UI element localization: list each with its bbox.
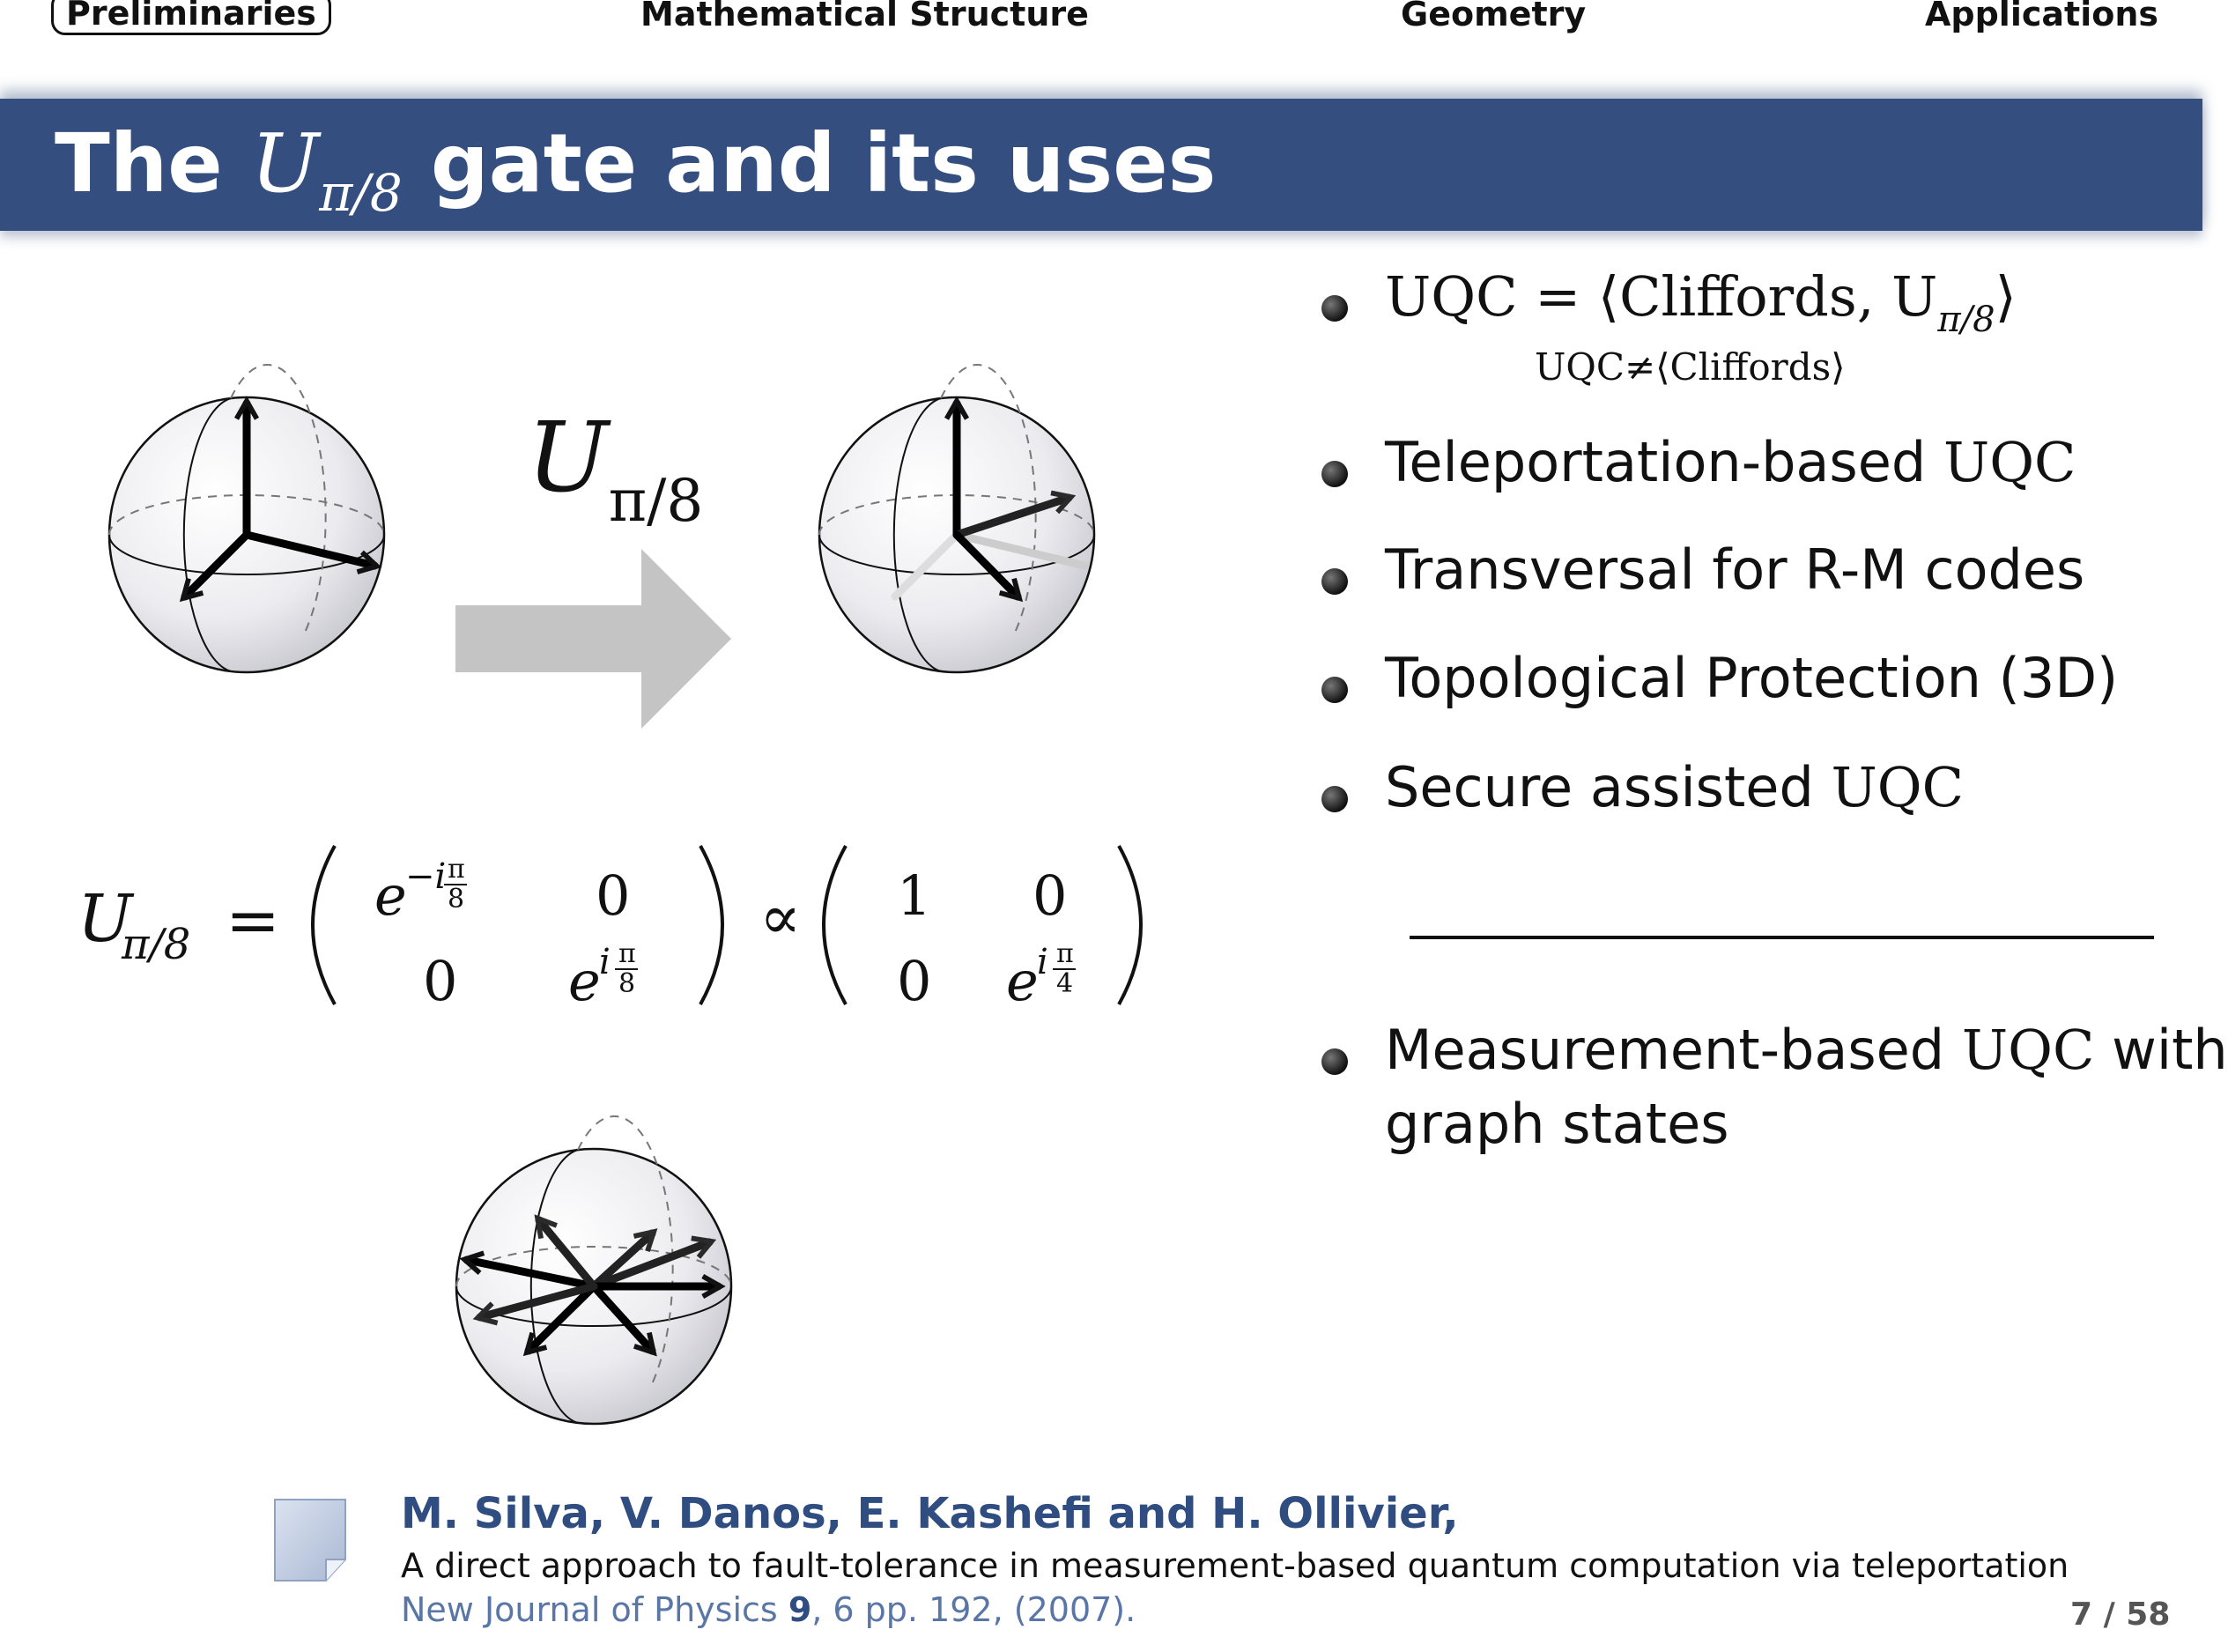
bullet-1-main: UQC = ⟨Cliffords, U — [1385, 264, 1938, 329]
bullet-6-math: UQC — [1961, 1018, 2095, 1082]
gate-label-main: U — [527, 401, 609, 514]
bullet-dot — [1321, 295, 1348, 322]
reference-icon — [271, 1496, 349, 1584]
reference-volume: 9 — [788, 1590, 812, 1629]
formula-lhs: U — [78, 881, 133, 957]
svg-text:π: π — [1056, 938, 1074, 969]
bullet-6-text1: Measurement-based — [1385, 1018, 1945, 1082]
title-prefix: The — [55, 116, 223, 211]
reference-journal-name: New Journal of Physics — [401, 1590, 778, 1629]
svg-text:e: e — [1006, 949, 1039, 1013]
bullet-dot — [1321, 1048, 1348, 1075]
svg-text:π: π — [618, 938, 636, 969]
bullet-dot — [1321, 568, 1348, 595]
bullet-1-note: UQC≠⟨Cliffords⟩ — [1535, 345, 1846, 389]
nav-item-mathematical-structure[interactable]: Mathematical Structure — [640, 0, 1089, 33]
bullet-dot — [1321, 677, 1348, 703]
gate-arrow — [455, 549, 731, 729]
formula-eq: = — [226, 883, 281, 959]
bullet-2-text: Teleportation-based — [1385, 430, 1927, 494]
nav-item-geometry[interactable]: Geometry — [1401, 0, 1587, 33]
bullet-3-text: Transversal for R-M codes — [1385, 537, 2085, 602]
bullet-1-close: ⟩ — [1995, 264, 2017, 329]
svg-text:8: 8 — [618, 968, 636, 999]
bullet-2-math: UQC — [1943, 430, 2076, 494]
page-number: 7 / 58 — [2070, 1596, 2171, 1633]
svg-text:e: e — [374, 863, 407, 928]
svg-text:0: 0 — [596, 863, 631, 928]
svg-text:−i: −i — [405, 856, 447, 897]
gate-label-sub: π/8 — [608, 467, 704, 535]
bloch-sphere-orbit — [456, 1116, 731, 1424]
formula-lhs-sub: π/8 — [122, 920, 191, 969]
title-math-sub: π/8 — [319, 163, 403, 223]
svg-text:8: 8 — [448, 884, 465, 915]
gate-matrix-formula — [70, 828, 1216, 1022]
bullet-4-text: Topological Protection (3D) — [1385, 646, 2119, 710]
title-math: U — [250, 116, 320, 211]
svg-text:0: 0 — [897, 949, 932, 1013]
bullet-dot — [1321, 786, 1348, 812]
svg-text:0: 0 — [423, 949, 458, 1013]
reference-pages: , 6 pp. 192, (2007). — [811, 1590, 1136, 1629]
svg-text:i: i — [1037, 942, 1048, 982]
nav-item-preliminaries[interactable]: Preliminaries — [51, 0, 331, 35]
svg-text:1: 1 — [897, 863, 932, 928]
reference-journal — [401, 1590, 1136, 1629]
svg-text:0: 0 — [1033, 863, 1068, 928]
bullet-5-math: UQC — [1831, 755, 1965, 819]
bullet-6-text2: with — [2112, 1018, 2228, 1082]
nav-item-applications[interactable]: Applications — [1925, 0, 2158, 33]
bloch-sphere-after — [819, 365, 1094, 672]
title-suffix: gate and its uses — [430, 116, 1217, 211]
svg-text:i: i — [599, 942, 611, 982]
bloch-sphere-before — [109, 365, 384, 672]
formula-prop: ∝ — [759, 881, 802, 953]
bullet-dot — [1321, 461, 1348, 487]
bullet-1-sub: π/8 — [1937, 300, 1995, 340]
svg-text:4: 4 — [1056, 968, 1074, 999]
reference-authors: M. Silva, V. Danos, E. Kashefi and H. Ollivier, — [401, 1489, 1459, 1538]
reference-title: A direct approach to fault-tolerance in measurement-based quantum computation via teleportation — [401, 1546, 2069, 1585]
bullet-5-text: Secure assisted — [1385, 755, 1814, 819]
gate-label — [527, 401, 703, 535]
svg-text:π: π — [448, 854, 465, 885]
bullet-6-line2: graph states — [1385, 1092, 1729, 1156]
svg-text:e: e — [568, 949, 601, 1013]
separator-rule — [1410, 936, 2154, 939]
